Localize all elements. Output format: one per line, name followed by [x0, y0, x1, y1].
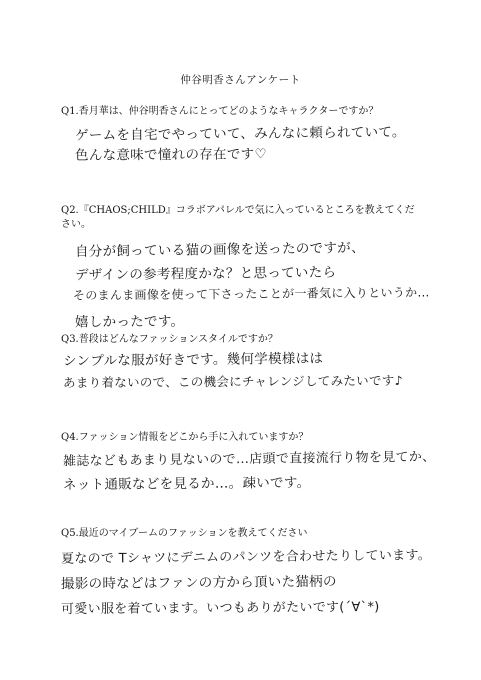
answer-5-line-1: 夏なので Tシャツにデニムのパンツを合わせたりしています。	[60, 548, 432, 567]
answer-3-line-1: シンプルな服が好きです。幾何学模様はは	[62, 350, 324, 370]
answer-1-line-2: 色んな意味で憧れの存在です♡	[74, 146, 267, 164]
page-title: 仲谷明香さんアンケート	[180, 74, 301, 86]
answer-2-line-1: 自分が飼っている猫の画像を送ったのですが、	[74, 239, 365, 261]
answer-5-line-3: 可愛い服を着ています。いつもありがたいです(´∀`*)	[60, 599, 380, 618]
question-2: Q2.『CHAOS;CHILD』コラボアパレルで気に入っているところを教えてください。	[61, 205, 415, 230]
question-1: Q1.香月華は、仲谷明香さんにとってどのようなキャラクターですか？	[61, 106, 379, 117]
answer-4-line-2: ネット通販などを見るか…。疎いです。	[62, 474, 311, 494]
answer-1-line-1: ゲームを自宅でやっていて、みんなに頼られていて。	[74, 124, 406, 144]
answer-2-line-4: 嬉しかったです。	[74, 313, 185, 331]
answer-4-line-1: 雑誌などもあまり見ないので…店頭で直接流行り物を見てか、	[62, 449, 436, 470]
question-3: Q3.普段はどんなファッションスタイルですか？	[61, 334, 278, 345]
answer-2-line-2: デザインの参考程度かな？と思っていたら	[74, 264, 337, 284]
answer-2-line-3: そのまんま画像を使って下さったことが一番気に入りというか…	[72, 285, 430, 303]
question-5: Q5.最近のマイブームのファッションを教えてください	[61, 528, 308, 539]
question-4: Q4.ファッション情報をどこから手に入れていますか？	[61, 432, 309, 443]
answer-5-line-2: 撮影の時などはファンの方から頂いた猫柄の	[60, 573, 337, 593]
answer-3-line-2: あまり着ないので、この機会にチャレンジしてみたいです♪	[62, 372, 403, 391]
